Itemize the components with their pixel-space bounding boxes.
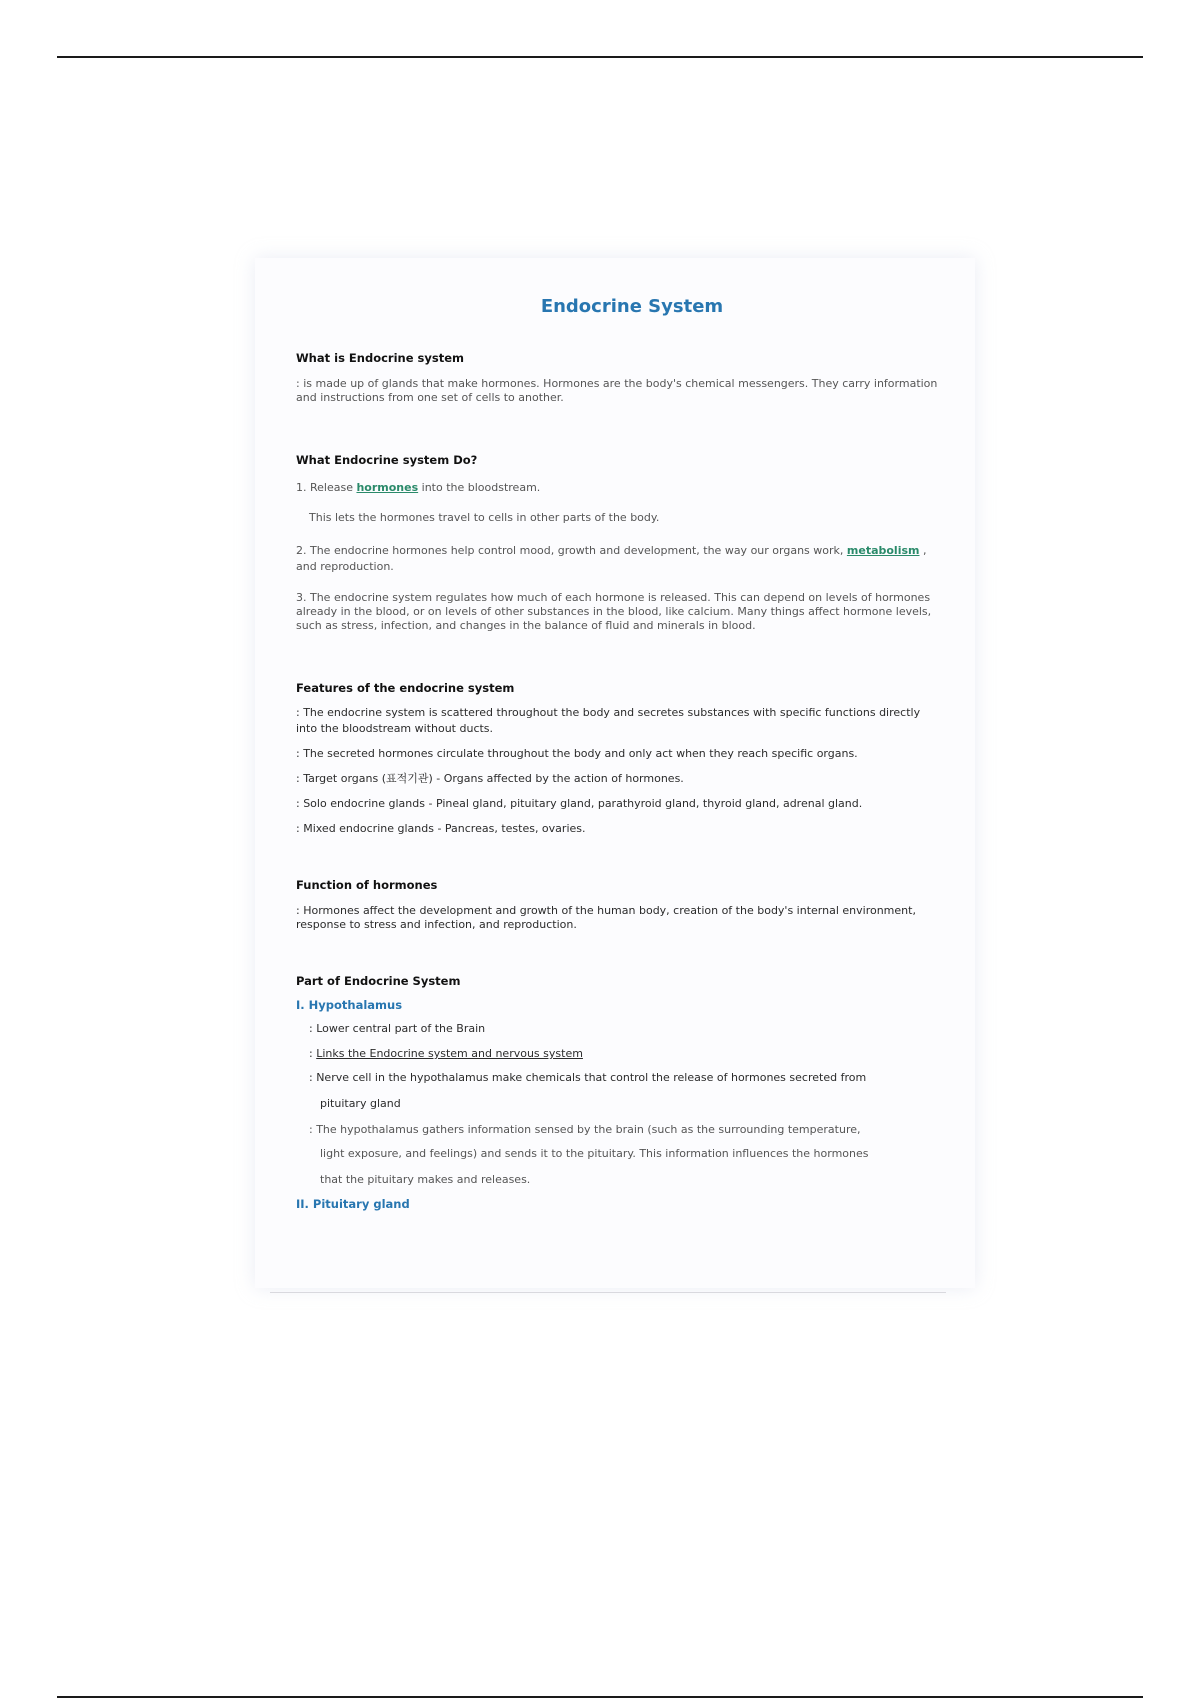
hypothalamus-line-2-prefix: : xyxy=(309,1047,317,1060)
what-do-item-3: 3. The endocrine system regulates how much of each hormone is released. This can depend on levels of hormones already in the blood, or on levels of other substances in the blood, like calcium. Many things affect hormone levels, such as stress, infection, and changes in the balance of fluid and minerals in blood. xyxy=(296,591,932,632)
heading-function: Function of hormones xyxy=(296,878,438,892)
top-rule xyxy=(57,56,1143,58)
sheet-divider xyxy=(270,1292,946,1293)
feature-line-2: : The secreted hormones circulate throughout the body and only act when they reach specific organs. xyxy=(296,747,858,760)
item1-prefix: 1. Release xyxy=(296,481,357,494)
what-is-body: : is made up of glands that make hormones. Hormones are the body's chemical messengers. They carry information and instructions from one set of cells to another. xyxy=(296,377,938,404)
feature-line-5: : Mixed endocrine glands - Pancreas, testes, ovaries. xyxy=(296,822,586,835)
hypothalamus-link-text: Links the Endocrine system and nervous system xyxy=(316,1047,583,1060)
what-do-item-1-note: This lets the hormones travel to cells in other parts of the body. xyxy=(309,511,660,524)
hypothalamus-line-3b: pituitary gland xyxy=(320,1097,401,1110)
heading-features: Features of the endocrine system xyxy=(296,681,515,695)
hypothalamus-line-4a: : The hypothalamus gathers information sensed by the brain (such as the surrounding temperature, xyxy=(309,1123,861,1136)
what-do-item-1 xyxy=(296,481,944,495)
hypothalamus-line-3a: : Nerve cell in the hypothalamus make chemicals that control the release of hormones secreted from xyxy=(309,1071,867,1084)
heading-what-is: What is Endocrine system xyxy=(296,351,464,365)
hypothalamus-line-4b: light exposure, and feelings) and sends it to the pituitary. This information influences the hormones xyxy=(320,1147,869,1160)
bottom-rule xyxy=(57,1696,1143,1698)
feature-line-4: : Solo endocrine glands - Pineal gland, pituitary gland, parathyroid gland, thyroid gland, adrenal gland. xyxy=(296,797,863,810)
part-pituitary-title: II. Pituitary gland xyxy=(296,1197,410,1211)
heading-parts: Part of Endocrine System xyxy=(296,974,461,988)
what-do-item-2 xyxy=(296,543,944,575)
hypothalamus-line-1: : Lower central part of the Brain xyxy=(309,1022,486,1035)
function-body: : Hormones affect the development and growth of the human body, creation of the body's internal environment, response to stress and infection, and reproduction. xyxy=(296,904,916,931)
hormones-link[interactable]: hormones xyxy=(356,481,419,494)
feature-line-1: : The endocrine system is scattered throughout the body and secretes substances with specific functions directly into the bloodstream without ducts. xyxy=(296,706,921,735)
item2-suffix: , and reproduction. xyxy=(296,544,927,573)
hypothalamus-line-2 xyxy=(296,1047,944,1061)
item1-suffix: into the bloodstream. xyxy=(418,481,541,494)
heading-what-do: What Endocrine system Do? xyxy=(296,453,478,467)
document-title: Endocrine System xyxy=(540,296,724,317)
document-content xyxy=(296,296,944,1211)
item2-prefix: 2. The endocrine hormones help control mood, growth and development, the way our organs work, xyxy=(296,544,847,557)
metabolism-link[interactable]: metabolism xyxy=(846,544,920,557)
part-hypothalamus-title: I. Hypothalamus xyxy=(296,998,403,1012)
feature-line-3: : Target organs (표적기관) - Organs affected by the action of hormones. xyxy=(296,772,684,785)
hypothalamus-line-4c: that the pituitary makes and releases. xyxy=(320,1173,531,1186)
